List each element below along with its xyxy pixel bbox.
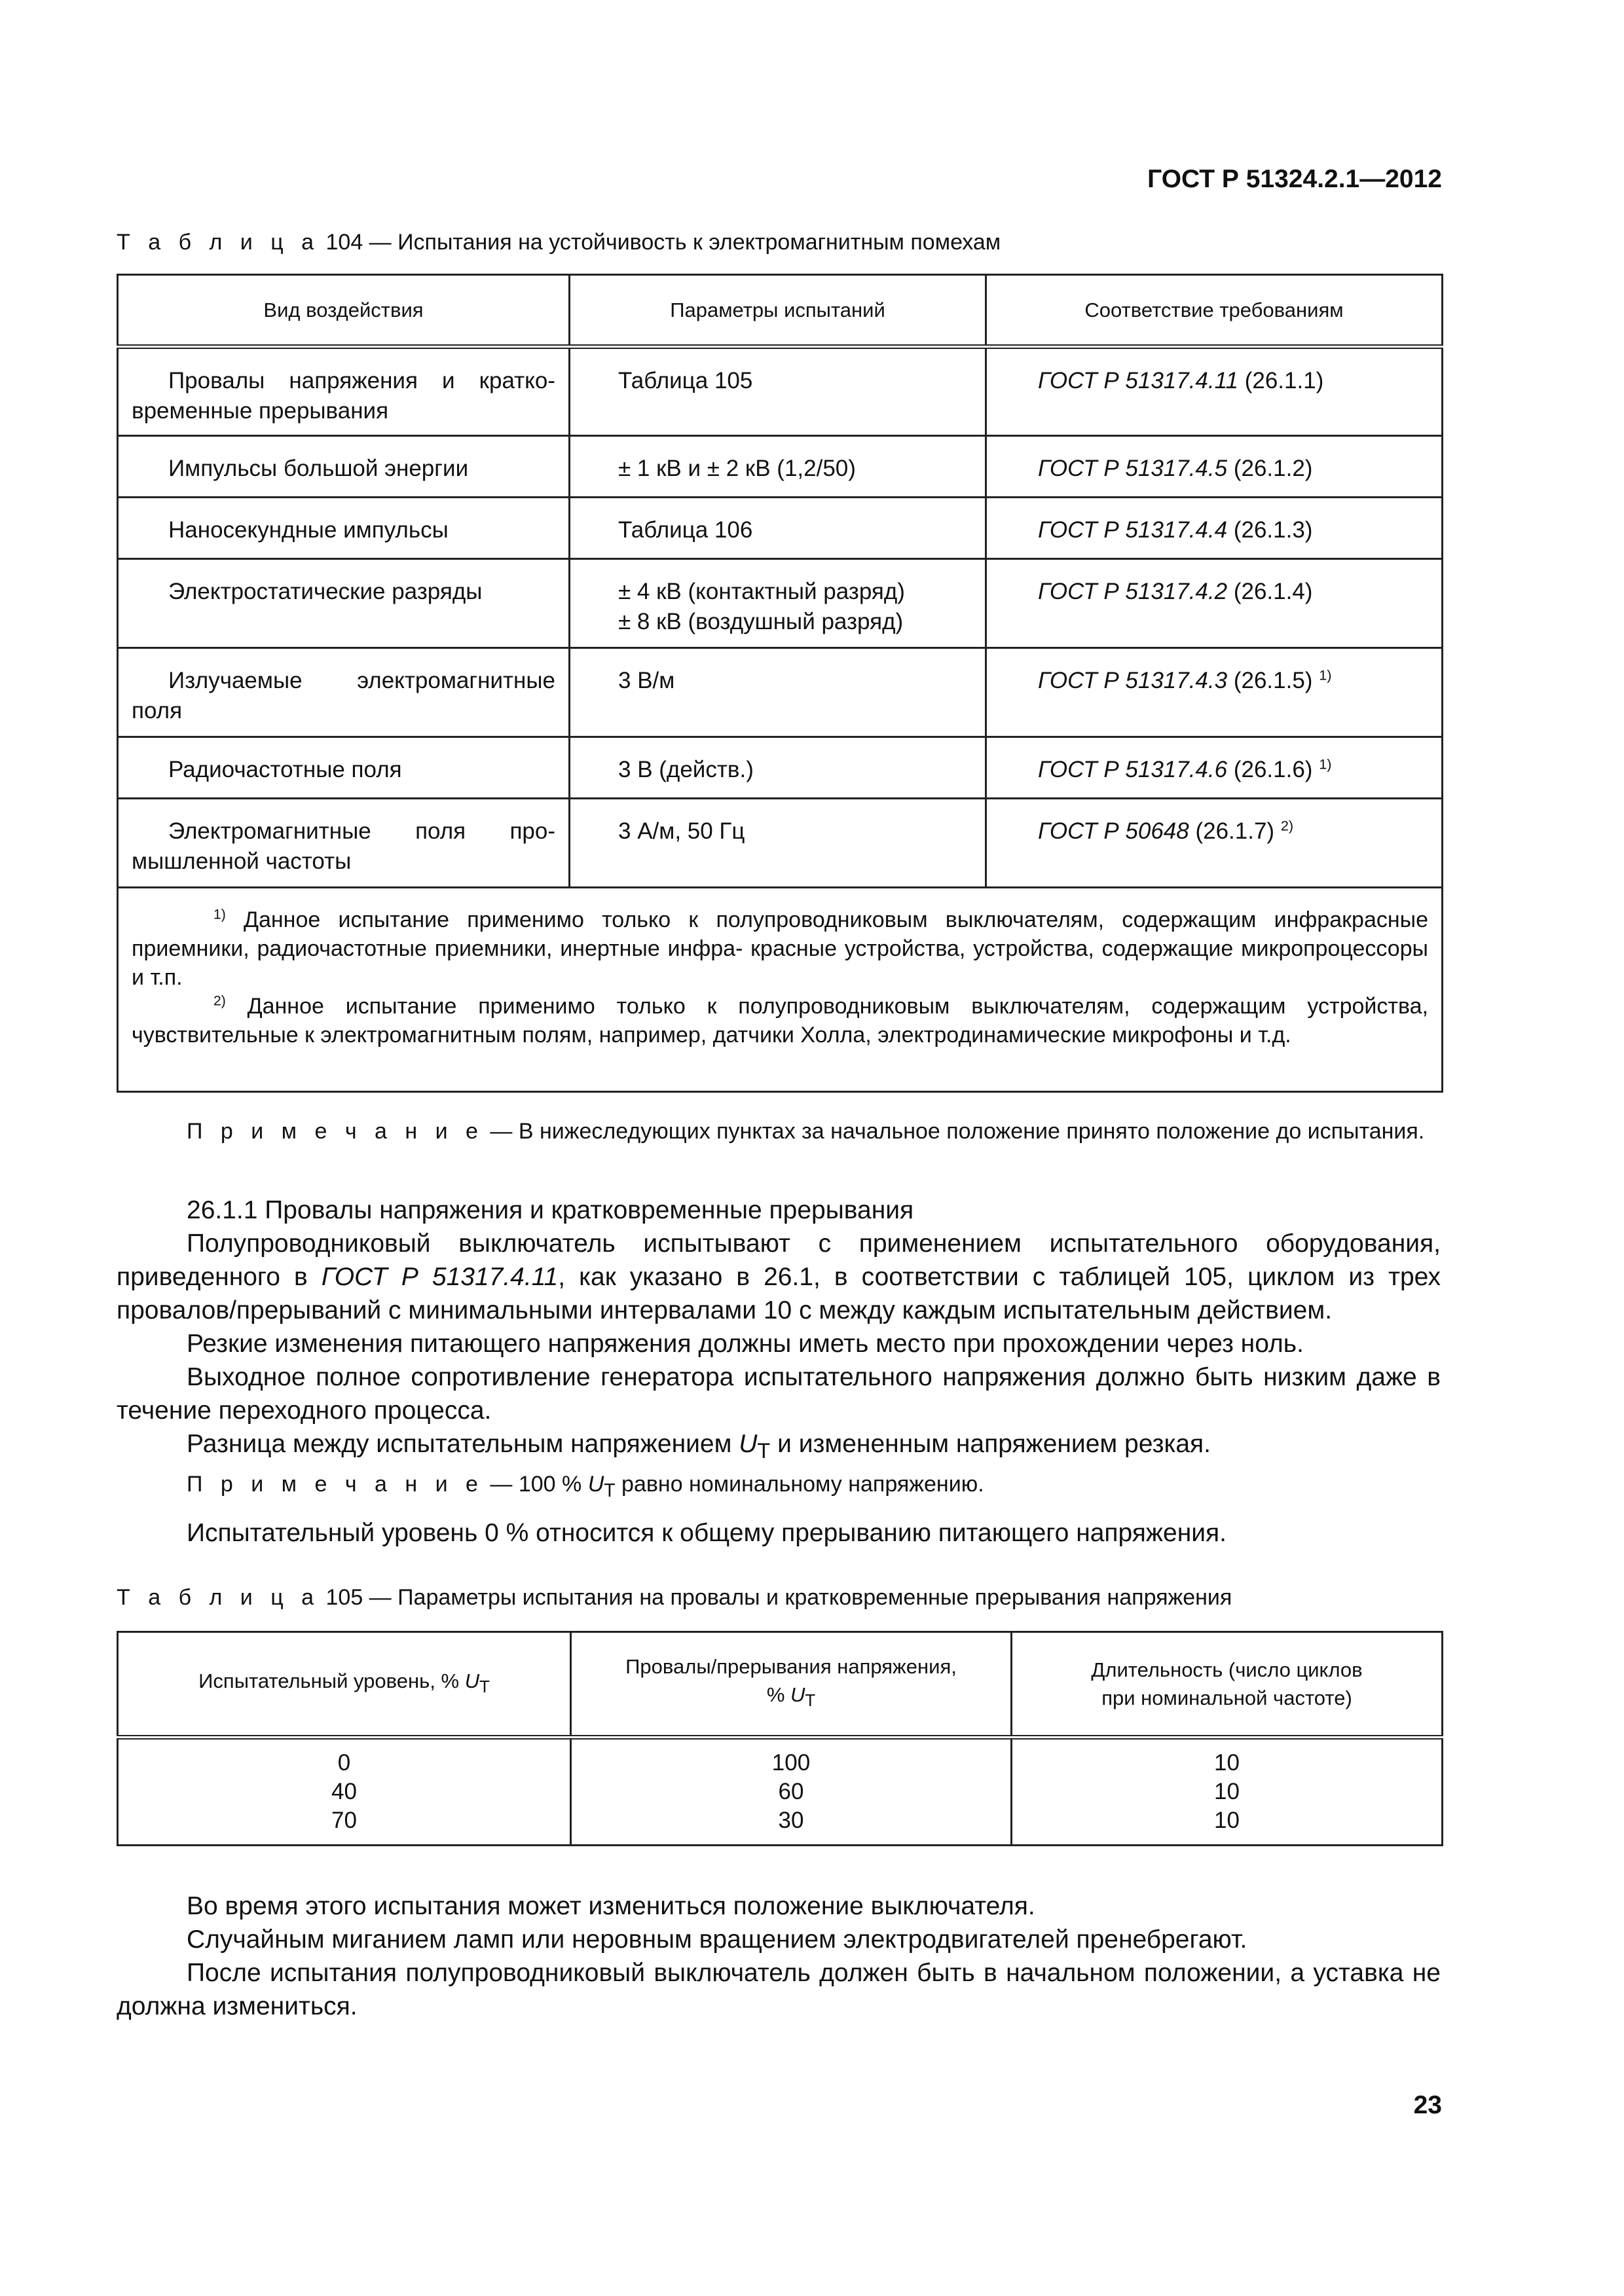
table-104-caption-text: 104 — Испытания на устойчивость к электромагнитным помехам — [325, 230, 1001, 255]
row-standard: ГОСТ Р 51317.4.2 (26.1.4) — [986, 559, 1443, 648]
table-105 — [117, 1631, 1443, 1846]
paragraph-4: Разница между испытательным напряжением $U_T$ и измененным напряжением резкая. — [187, 1430, 1211, 1463]
footnote-ref: 1) — [1319, 756, 1332, 773]
table-105-caption-prefix: Т а б л и ц а — [117, 1585, 320, 1610]
page-number: 23 — [1413, 2091, 1442, 2119]
table-105-header-row — [118, 1632, 1443, 1738]
table-104-header-compliance: Соответствие требованиям — [986, 275, 1443, 347]
note-2: П р и м е ч а н и е — 100 % $U_T$ равно номинальному напряжению. — [187, 1472, 984, 1501]
table-104-row — [118, 498, 1443, 559]
table-105-caption — [117, 1585, 1232, 1611]
row-type: Излучаемые электромагнитные поля — [118, 648, 570, 737]
note-1 — [117, 1116, 1441, 1146]
note-1-label: П р и м е ч а н и е — [187, 1119, 484, 1144]
footnote-ref: 1) — [1319, 666, 1332, 683]
footnote-2: $^{2)}$ Данное испытание применимо только к полупроводниковым выключателям, содержащим устройства, чувствительные к электромагнитным полям, например, датчики Холла, электродинамические микрофоны и т.д. — [132, 993, 1428, 1048]
row-standard: ГОСТ Р 51317.4.4 (26.1.3) — [986, 498, 1443, 559]
table-105-levels: 0 40 70 — [118, 1738, 571, 1846]
footnote-ref: 2) — [1280, 817, 1294, 834]
table-105-header-level: Испытательный уровень, % $U_T$ — [118, 1632, 571, 1738]
row-type: Провалы напряжения и кратковременные прерывания — [118, 347, 570, 436]
row-standard: ГОСТ Р 51317.4.6 (26.1.6) $^{1)}$ — [986, 737, 1443, 799]
closing-paragraphs — [117, 1889, 1441, 2023]
closing-paragraph-3: После испытания полупроводниковый выключатель должен быть в начальном положении, а уставка не должна измениться. — [117, 1959, 1441, 2020]
table-105-header-duration: Длительность (число циклов при номинальной частоте) — [1012, 1632, 1443, 1738]
row-params: ± 4 кВ (контактный разряд) ± 8 кВ (воздушный разряд) — [570, 559, 986, 648]
row-standard: ГОСТ Р 51317.4.3 (26.1.5) $^{1)}$ — [986, 648, 1443, 737]
table-104-footnotes — [118, 888, 1443, 1092]
table-104-header-type: Вид воздействия — [118, 275, 570, 347]
table-105-caption-text: 105 — Параметры испытания на провалы и кратковременные прерывания напряжения — [325, 1585, 1232, 1610]
paragraph-1: Полупроводниковый выключатель испытывают с применением испытательного оборудования, приведенного в ГОСТ Р 51317.4.11, как указано в 26.1, в соответствии с таблицей 105, циклом из трех провалов/прерываний с минимальными интервалами 10 с между каждым испытательным действием. — [117, 1230, 1441, 1324]
row-params: ± 1 кВ и ± 2 кВ (1,2/50) — [570, 436, 986, 498]
row-type: Электростатические разряды — [118, 559, 570, 648]
row-standard: ГОСТ Р 51317.4.11 (26.1.1) — [986, 347, 1443, 436]
footnote-1: $^{1)}$ Данное испытание применимо только к полупроводниковым выключателям, содержащим инфракрасные приемники, радиочастотные приемники, инертные инфра- красные устройства, устройства, содержащие микропроцессоры и т.п. — [132, 907, 1429, 990]
row-standard: ГОСТ Р 50648 (26.1.7) $^{2)}$ — [986, 799, 1443, 888]
section-heading: 26.1.1 Провалы напряжения и кратковременные прерывания — [187, 1196, 914, 1224]
table-104-row — [118, 648, 1443, 737]
row-type: Радиочастотные поля — [118, 737, 570, 799]
row-params: 3 А/м, 50 Гц — [570, 799, 986, 888]
row-type: Наносекундные импульсы — [118, 498, 570, 559]
table-104-caption — [117, 230, 1001, 255]
paragraph-5: Испытательный уровень 0 % относится к общему прерыванию питающего напряжения. — [187, 1519, 1227, 1547]
table-104-row — [118, 436, 1443, 498]
table-104-caption-prefix: Т а б л и ц а — [117, 230, 320, 255]
table-104-header-params: Параметры испытаний — [570, 275, 986, 347]
table-104-footnotes-row — [118, 888, 1443, 1092]
table-105-header-dips: Провалы/прерывания напряжения, % $U_T$ — [571, 1632, 1012, 1738]
table-105-dips: 100 60 30 — [571, 1738, 1012, 1846]
table-104-row — [118, 559, 1443, 648]
row-params: Таблица 106 — [570, 498, 986, 559]
closing-paragraph-1: Во время этого испытания может измениться положение выключателя. — [187, 1892, 1035, 1920]
note-2-label: П р и м е ч а н и е — [187, 1472, 484, 1497]
standard-code: ГОСТ Р 51324.2.1—2012 — [1147, 165, 1442, 193]
section-26-1-1 — [117, 1194, 1441, 1468]
table-104-row — [118, 347, 1443, 436]
row-params: Таблица 105 — [570, 347, 986, 436]
table-105-body-row — [118, 1738, 1443, 1846]
paragraph-3: Выходное полное сопротивление генератора испытательного напряжения должно быть низким даже в течение переходного процесса. — [117, 1363, 1441, 1425]
row-standard: ГОСТ Р 51317.4.5 (26.1.2) — [986, 436, 1443, 498]
table-104-row — [118, 737, 1443, 799]
row-params: 3 В/м — [570, 648, 986, 737]
paragraph-2: Резкие изменения питающего напряжения должны иметь место при прохождении через ноль. — [187, 1330, 1304, 1358]
closing-paragraph-2: Случайным миганием ламп или неровным вращением электродвигателей пренебрегают. — [187, 1925, 1247, 1954]
note-1-text: — В нижеследующих пунктах за начальное положение принято положение до испытания. — [490, 1119, 1425, 1144]
row-type: Импульсы большой энергии — [118, 436, 570, 498]
row-type: Электромагнитные поля промышленной частоты — [118, 799, 570, 888]
table-104 — [117, 274, 1443, 1093]
row-params: 3 В (действ.) — [570, 737, 986, 799]
table-104-row — [118, 799, 1443, 888]
table-105-durations: 10 10 10 — [1012, 1738, 1443, 1846]
